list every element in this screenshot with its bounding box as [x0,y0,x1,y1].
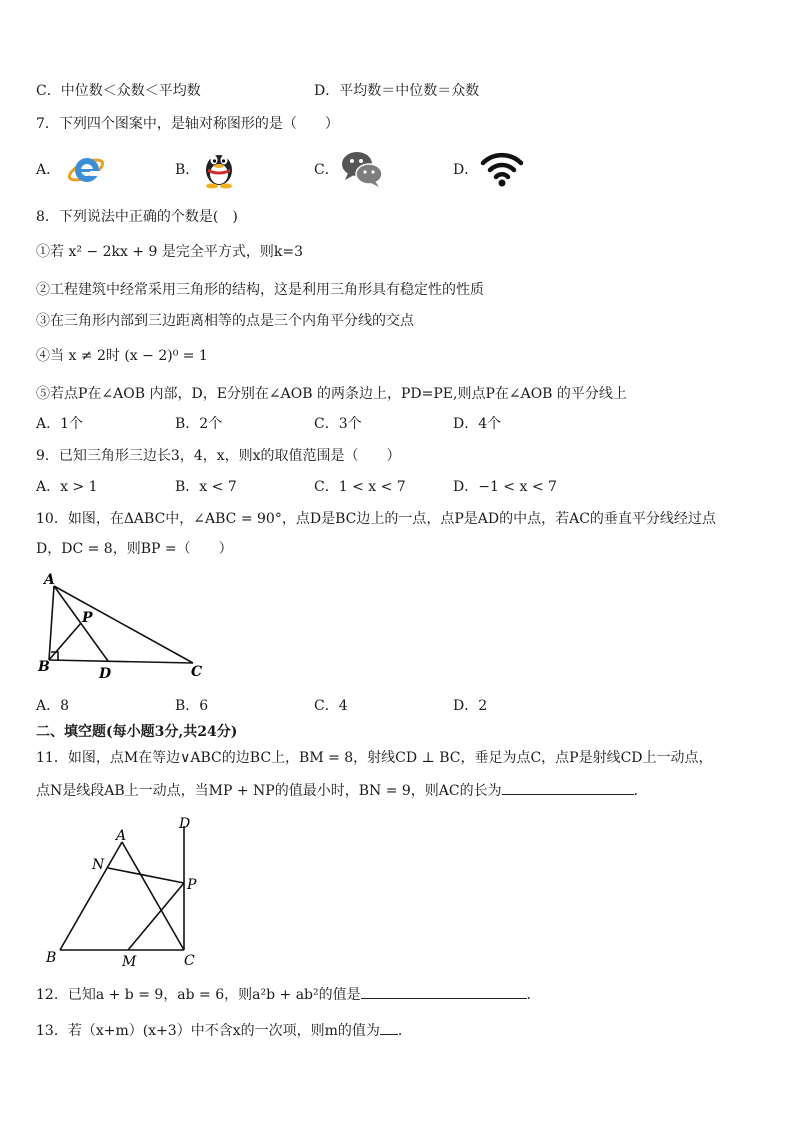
label-a: A [44,572,55,588]
q7-stem: 7．下列四个图案中，是轴对称图形的是（ ） [36,116,339,132]
label-c: C [184,953,195,969]
q10-option-c: C．4 [314,698,348,714]
label-p: P [187,877,197,893]
wifi-icon [480,150,524,188]
q10-option-b: B．6 [175,698,209,714]
q11-triangle-figure [38,812,213,972]
q13-answer-blank[interactable] [380,1020,398,1035]
q8-statement-2: ②工程建筑中经常采用三角形的结构，这是利用三角形具有稳定性的性质 [36,282,484,298]
segment-mp [128,883,184,950]
option-d-line: D．平均数＝中位数＝众数 [314,83,480,99]
q10-stem-line2: D，DC = 8，则BP =（ ） [36,541,233,557]
label-d: D [99,666,112,682]
segment-bp [49,623,81,660]
q11-answer-blank[interactable] [502,780,634,795]
q13-line [36,1020,412,1040]
q9-option-d: D．−1 < x < 7 [453,479,557,495]
label-m: M [122,954,137,970]
side-ab [49,586,54,660]
q7-label-d: D． [453,162,479,178]
label-a: A [116,828,127,844]
option-c-line: C．中位数＜众数＜平均数 [36,83,201,99]
label-b: B [46,950,57,966]
wechat-icon [340,149,384,189]
q7-label-b: B． [175,162,200,178]
label-p: P [82,610,93,626]
q10-triangle-figure [30,568,210,683]
q11-stem-line2 [36,780,648,800]
side-bc [49,660,193,663]
q8-option-c: C．3个 [314,416,362,432]
q12-stem-end: ． [526,987,541,1003]
q10-option-a: A．8 [36,698,70,714]
qq-penguin-icon [202,147,236,189]
ie-browser-icon [66,149,106,189]
q12-line [36,984,541,1004]
q8-option-d: D．4个 [453,416,502,432]
q9-stem: 9．已知三角形三边长3，4，x，则x的取值范围是（ ） [36,448,401,464]
q9-option-b: B．x < 7 [175,479,237,495]
segment-np [108,868,184,883]
q8-statement-3: ③在三角形内部到三边距离相等的点是三个内角平分线的交点 [36,313,414,329]
q13-stem-end: ． [397,1023,412,1039]
q8-option-b: B．2个 [175,416,223,432]
q8-option-a: A．1个 [36,416,84,432]
q11-stem-text: 点N是线段AB上一动点，当MP + NP的值最小时，BN = 9，则AC的长为 [36,783,502,799]
side-ac [122,842,184,950]
label-d: D [179,816,191,832]
q7-label-c: C． [314,162,339,178]
section-2-heading: 二、填空题(每小题3分,共24分) [36,724,238,740]
q12-answer-blank[interactable] [361,984,527,999]
label-b: B [38,659,50,675]
q10-option-d: D．2 [453,698,488,714]
q8-statement-1: ①若 x² − 2kx + 9 是完全平方式，则k=3 [36,244,303,260]
q8-stem: 8．下列说法中正确的个数是( ) [36,209,238,225]
q8-statement-4: ④当 x ≠ 2时 (x − 2)⁰ = 1 [36,348,208,364]
side-ab [60,842,122,950]
q9-option-a: A．x > 1 [36,479,98,495]
label-c: C [191,664,203,680]
q7-label-a: A． [36,162,61,178]
q12-stem-text: 12．已知a + b = 9，ab = 6，则a²b + ab²的值是 [36,987,361,1003]
q9-option-c: C．1 < x < 7 [314,479,406,495]
side-ac [54,586,193,663]
q8-statement-5: ⑤若点P在∠AOB 内部，D，E分别在∠AOB 的两条边上，PD=PE,则点P在∠AOB 的平分线上 [36,386,627,402]
q11-stem-line1: 11．如图，点M在等边∨ABC的边BC上，BM = 8，射线CD ⊥ BC，垂足为点C，点P是射线CD上一动点， [36,750,713,766]
q10-stem-line1: 10．如图，在ΔABC中，∠ABC = 90°，点D是BC边上的一点，点P是AD的中点，若AC的垂直平分线经过点 [36,511,716,527]
label-n: N [92,857,105,873]
q11-stem-end: ． [633,783,648,799]
q13-stem-text: 13．若（x+m）(x+3）中不含x的一次项，则m的值为 [36,1023,380,1039]
